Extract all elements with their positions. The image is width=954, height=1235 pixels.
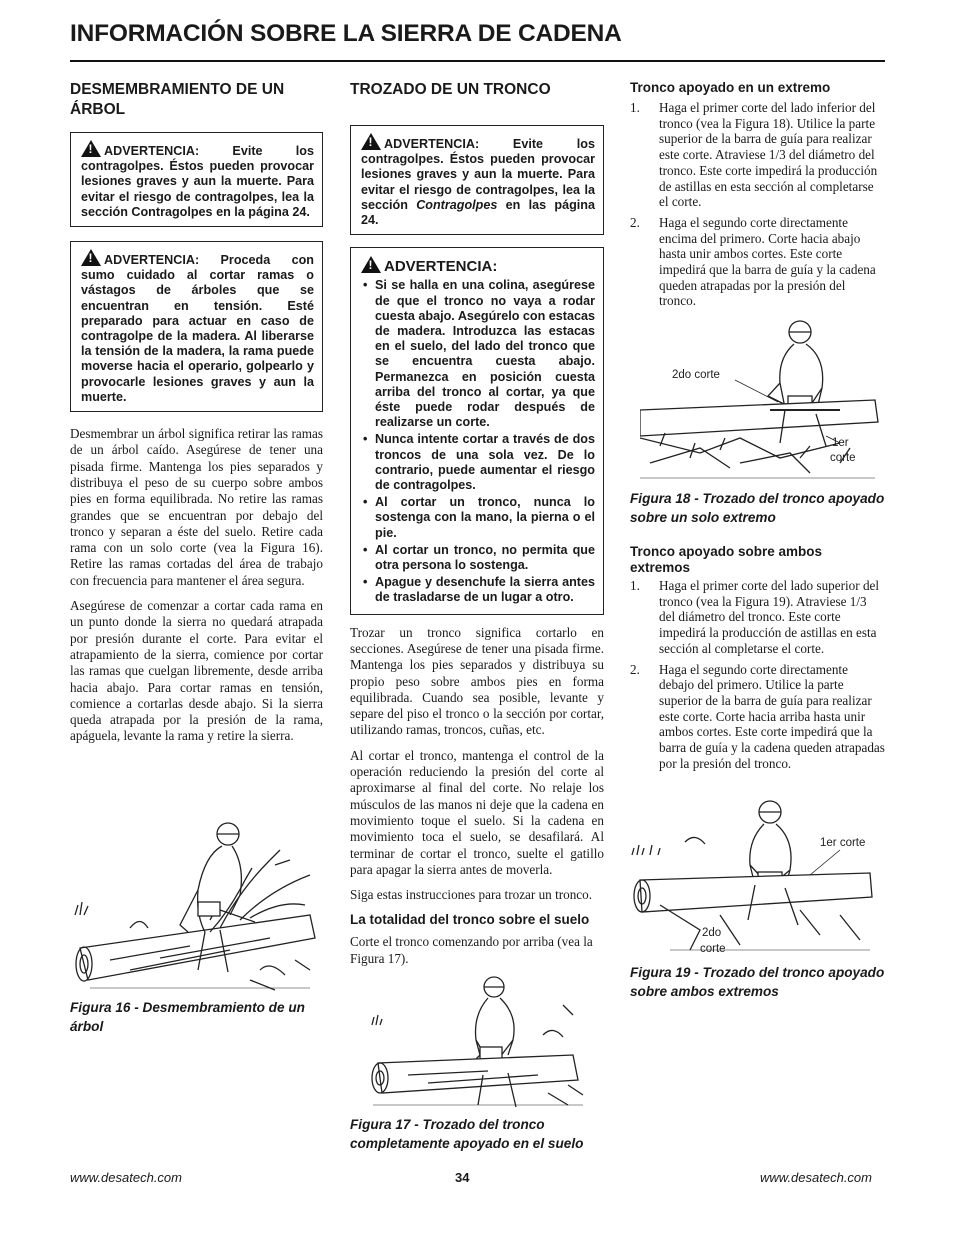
step-number: 1. [630,578,640,593]
warning-text-italic: Contragolpes [416,197,498,212]
figure-19-caption: Figura 19 - Trozado del tronco apoyado sobre ambos extremos [630,965,885,999]
step-item [630,100,885,210]
warning-icon [361,133,381,150]
warning-icon [361,256,381,273]
section-heading-bucking: TROZADO DE UN TRONCO [350,81,551,98]
paragraph-bucking-4: Corte el tronco comenzando por arriba (vea la Figura 17). [350,934,593,966]
figure-17-caption: Figura 17 - Trozado del tronco completamente apoyado en el suelo [350,1117,584,1151]
warning-text-end: en las página 24. [361,197,595,228]
step-text: Haga el segundo corte directamente encima del primero. Corte hacia abajo hasta unir ambos cortes. Este corte impedirá que la barra de guía y la cadena queden atrapadas por la presión del tronco. [659,214,876,309]
step-item [630,578,885,657]
warning-icon [81,140,101,157]
warning-item: • Al cortar un tronco, no permita que otra persona lo sostenga. [361,543,595,573]
footer-url-left[interactable]: www.desatech.com [70,1170,182,1185]
paragraph-bucking-3: Siga estas instrucciones para trozar un tronco. [350,887,593,903]
warning-title: ADVERTENCIA: [384,258,498,276]
figure-17-log-on-ground-illustration [368,975,588,1110]
subheading-log-on-ground: La totalidad del tronco sobre el suelo [350,912,590,928]
figure-18-caption: Figura 18 - Trozado del tronco apoyado sobre un solo extremo [630,491,885,525]
paragraph-delimbing-2: Asegúrese de comenzar a cortar cada rama en un punto donde la sierra no quedará atrapada por presión durante el corte. Para evitar el atrapamiento de la sierra, comience por cortar las ramas que cuelgan libremente, desde arriba hacia abajo. Para cortar ramas en tensión, comience a cortarlas desde abajo. Si la sierra queda atrapada por la presión de la rama, apáguela, levante la rama y retire la sierra. [70,598,323,744]
step-text: Haga el primer corte del lado superior del tronco (vea la Figura 19). Atraviese 1/3 del diámetro del tronco. Este corte impedirá la producción de astillas en esta sección al completarse el corte. [659,578,880,656]
page-number: 34 [455,1170,470,1185]
warning-text: ADVERTENCIA: Evite los contragolpes. Éstos pueden provocar lesiones graves y aun la muerte. Para evitar el riesgo de contragolpes, lea la sección Contragolpes en la página 24. [81,144,314,219]
warning-box-kickback [350,125,604,235]
warning-item: • Nunca intente cortar a través de dos troncos de una sola vez. De lo contrario, puede aumentar el riesgo de contragolpes. [361,432,595,493]
step-text: Haga el primer corte del lado inferior del tronco (vea la Figura 18). Utilice la parte superior de la barra de guía para realizar este corte. Atraviese 1/3 del diámetro del tronco. Este corte impedirá la producción de astillas en esta sección al completarse el corte. [659,100,878,210]
label-second-cut: 2do [702,927,722,939]
figure-16-delimbing-illustration [70,820,320,995]
step-text: Haga el segundo corte directamente debajo del primero. Utilice la parte superior de la barra de guía para realizar este corte. Corte hacia arriba hasta unir ambos cortes. Este corte impedirá que la barra de guía y la cadena queden atrapadas por la presión del tronco. [659,661,885,771]
warning-box-bucking [350,247,604,614]
subheading-supported-one-end: Tronco apoyado en un extremo [630,80,831,95]
warning-box-tension [70,241,323,412]
steps-one-end [630,100,885,309]
step-number: 2. [630,661,640,677]
label-first-cut: 1er [832,437,849,449]
figure-19-log-supported-both-ends-illustration [630,800,880,960]
step-number: 2. [630,214,640,230]
label-first-cut: corte [830,452,856,464]
column-bucking [350,80,604,976]
column-supported-both-ends [630,544,885,781]
steps-both-ends [630,578,885,771]
step-item [630,662,885,772]
paragraph-bucking-2: Al cortar el tronco, mantenga el control de la operación reduciendo la presión del corte al aproximarse al final del corte. No relaje los músculos de las manos ni deje que la cadena en movimiento toque el suelo. Si la cadena en movimiento toca el suelo, se desafilará. Al terminar de cortar el tronco, suelte el gatillo para apagar la sierra antes de moverla. [350,747,604,877]
footer-url-right[interactable]: www.desatech.com [760,1170,872,1185]
column-supported-log [630,80,885,319]
title-divider [70,60,885,62]
subheading-supported-both-ends: Tronco apoyado sobre ambos extremos [630,544,823,575]
warning-text-start: ADVERTENCIA: Evite los contragolpes. Éstos pueden provocar lesiones graves y aun la muerte. Para evitar el riesgo de contragolpes, lea la sección [361,137,595,212]
step-number: 1. [630,100,640,115]
warning-item: • Apague y desenchufe la sierra antes de trasladarse de un lugar a otro. [361,575,595,605]
warning-list [361,278,595,605]
paragraph-delimbing-1: Desmembrar un árbol significa retirar las ramas de un árbol caído. Asegúrese de tener una pisada firme. Mantenga los pies separados y distribuya el peso de su cuerpo sobre ambos pies en forma equilibrada. No retire las ramas grandes que se encuentran por debajo del tronco y separan a éste del suelo. Retire cada rama con un solo corte (vea la Figura 16). Retire las ramas cortadas del área de trabajo con frecuencia para mantener el área segura. [70,426,323,588]
page-title: INFORMACIÓN SOBRE LA SIERRA DE CADENA [70,20,622,47]
label-first-cut: 1er corte [820,837,866,849]
warning-box-kickback [70,132,323,227]
warning-item: • Si se halla en una colina, asegúrese de que el tronco no vaya a rodar cuesta abajo. Asegúrelo con estacas de madera. Introduzca las estacas en el suelo, del lado del tronco que se encuentra cuesta abajo. Permanezca en posición cuesta arriba del tronco al cortar, ya que éste puede rodar después de realizarse un corte. [361,278,595,430]
label-second-cut: corte [700,943,726,955]
section-heading-delimbing: DESMEMBRAMIENTO DE UN ÁRBOL [70,81,285,118]
label-second-cut: 2do corte [672,369,720,381]
paragraph-bucking-1: Trozar un tronco significa cortarlo en secciones. Asegúrese de tener una pisada firme. Mantenga los pies separados y distribuya su propio peso sobre ambos pies en forma equilibrada. Cuando sea posible, levante y separe del piso el tronco o la sección por cortar, utilizando ramas, troncos, cuñas, etc. [350,624,604,738]
warning-text: ADVERTENCIA: Proceda con sumo cuidado al cortar ramas o vástagos de árboles que se encuentran en tensión. Esté preparado para actuar en caso de contragolpe de la madera. Al liberarse la tensión de la madera, la rama puede moverse hacia el operario, golpearlo y provocarle lesiones graves y aun la muerte. [81,253,314,404]
column-delimbing [70,80,323,754]
warning-item: • Al cortar un tronco, nunca lo sostenga con la mano, la pierna o el pie. [361,495,595,541]
warning-icon [81,249,101,266]
figure-18-log-supported-one-end-illustration [640,318,880,483]
figure-16-caption: Figura 16 - Desmembramiento de un árbol [70,1000,305,1034]
step-item [630,215,885,309]
